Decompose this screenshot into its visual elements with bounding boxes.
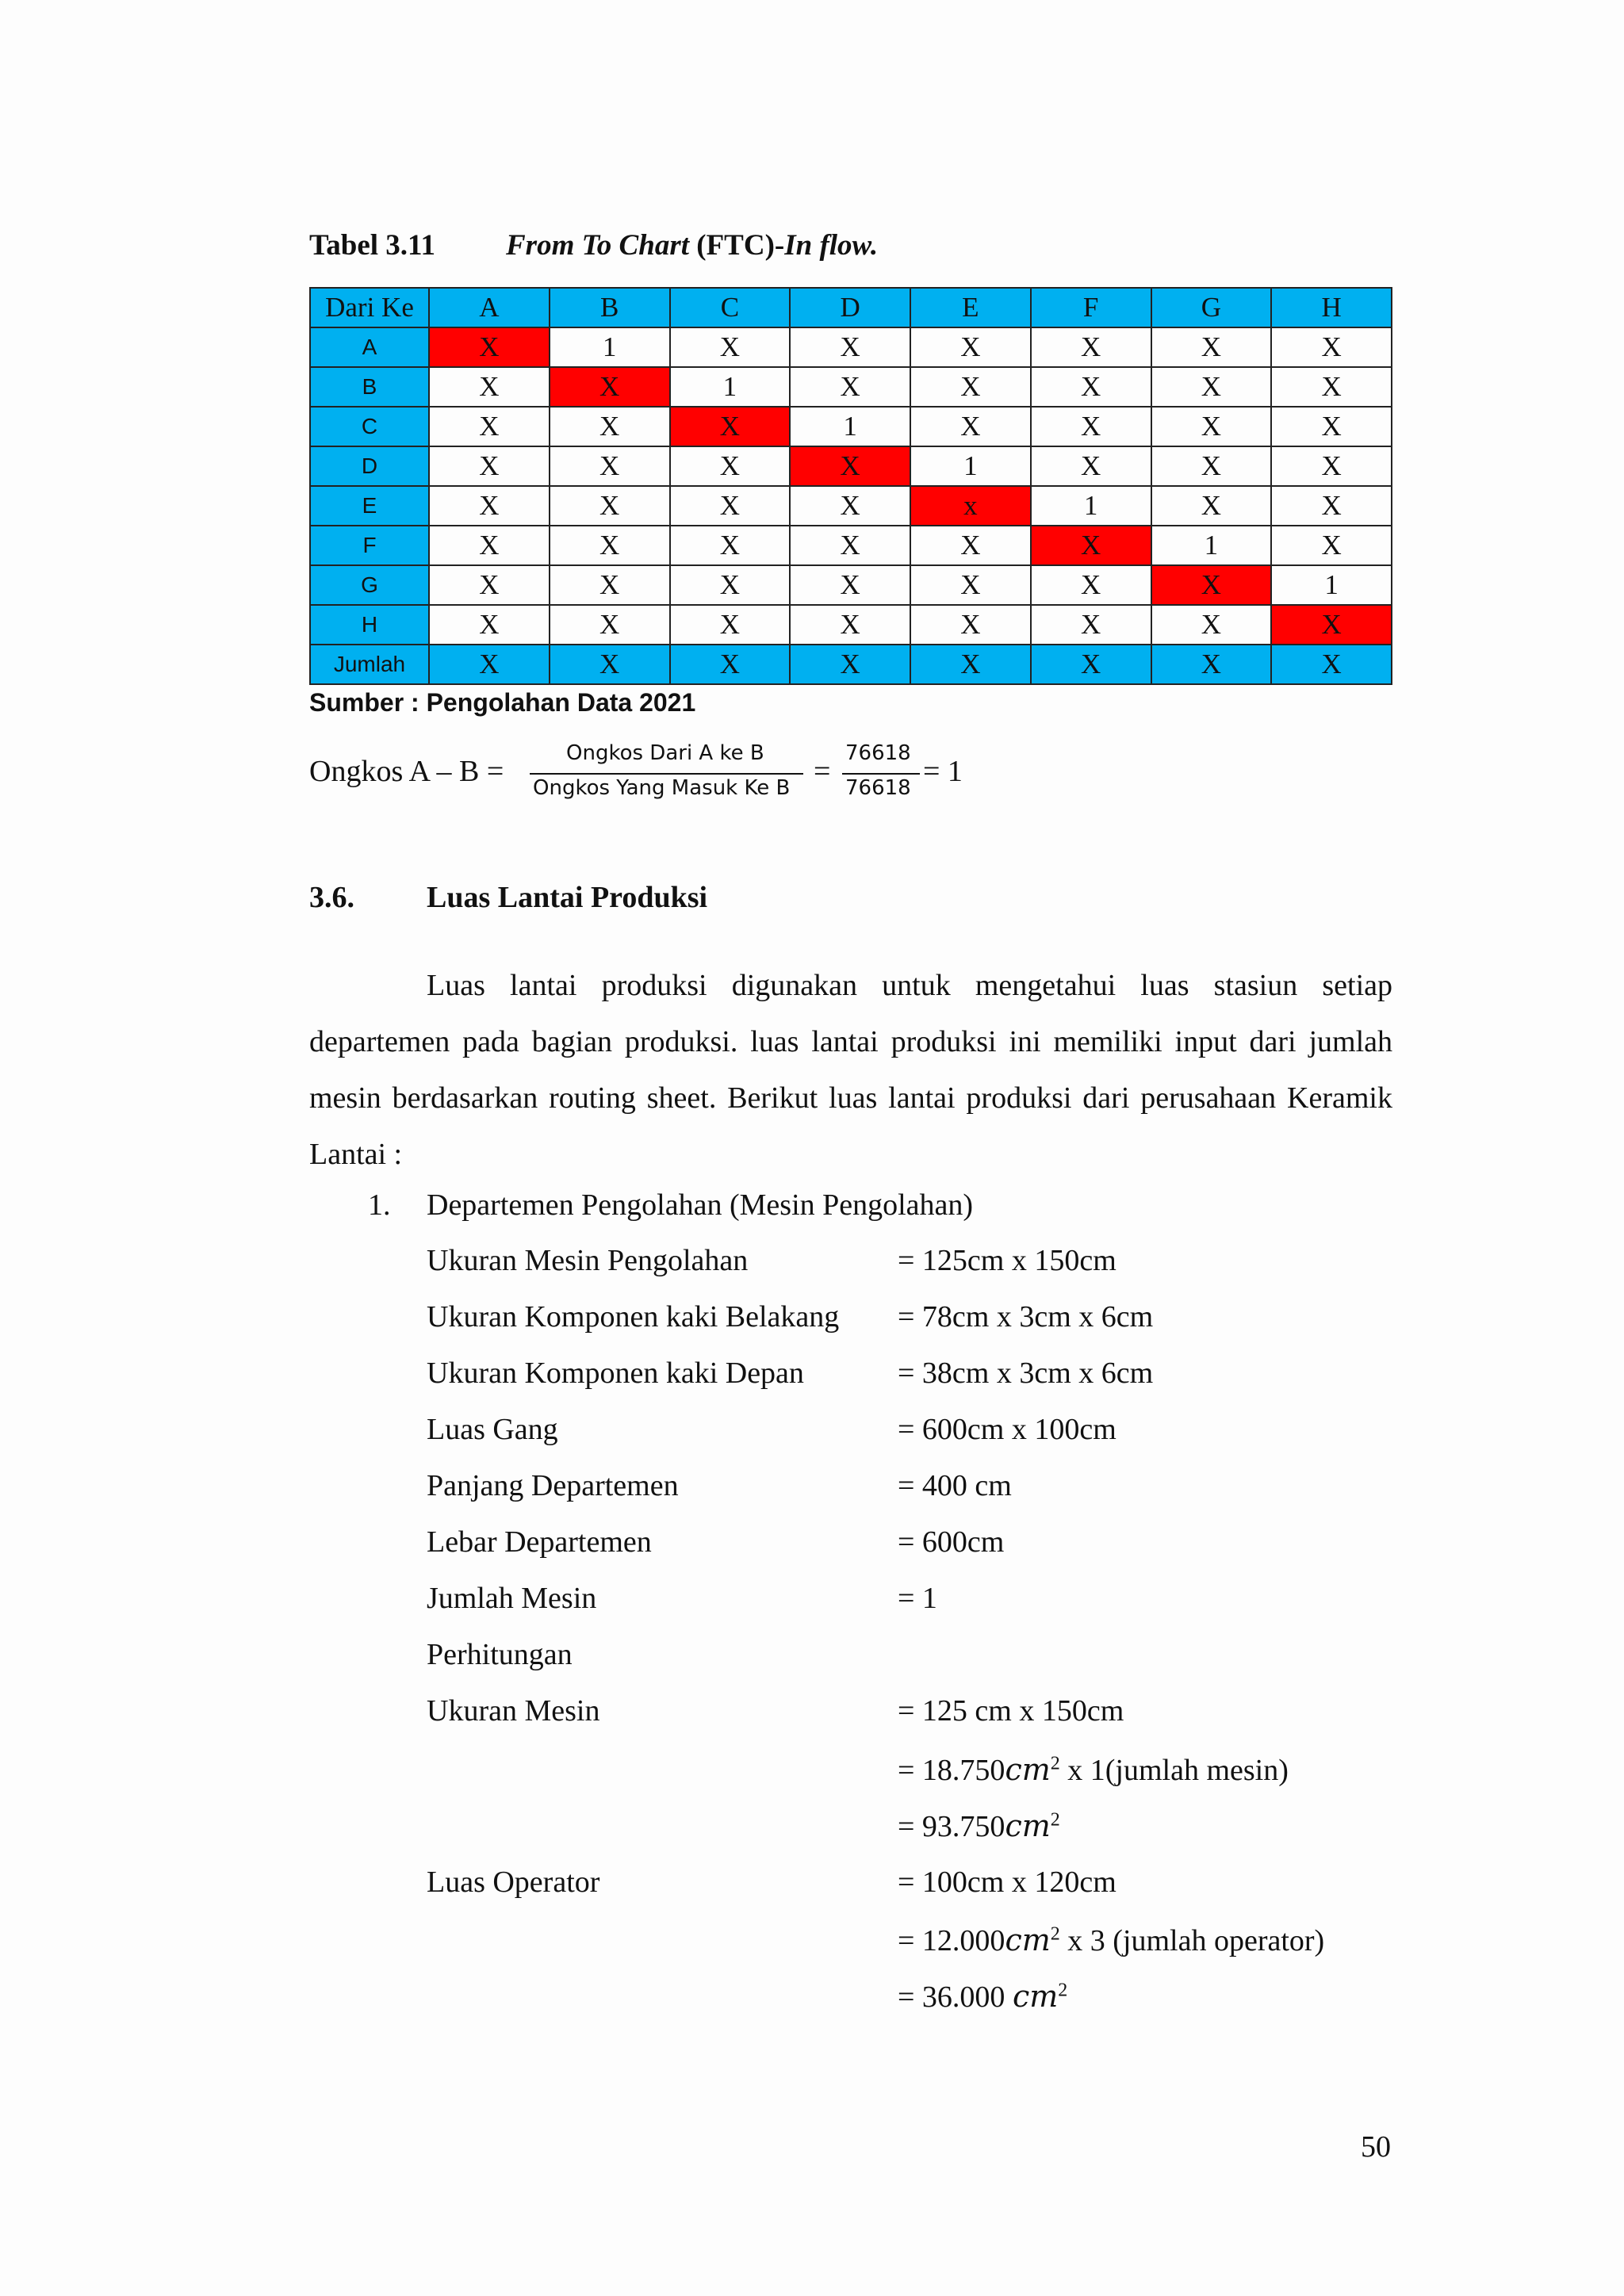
table-cell: X: [1151, 446, 1272, 486]
row-label: Ukuran Komponen kaki Depan: [427, 1357, 804, 1390]
formula-denominator-2: 76618: [845, 776, 911, 800]
total-row: [310, 645, 1392, 684]
table-cell: X: [1151, 605, 1272, 645]
formula-equals: =: [814, 755, 831, 788]
row-header-cell: F: [310, 526, 429, 565]
table-cell: X: [1271, 327, 1392, 367]
table-cell: X: [670, 605, 791, 645]
table-cell: X: [910, 327, 1031, 367]
table-cell: X: [670, 446, 791, 486]
table-cell: X: [790, 645, 910, 684]
row-value: = 38cm x 3cm x 6cm: [898, 1357, 1154, 1390]
table-cell: X: [550, 486, 670, 526]
section-heading: [309, 880, 707, 915]
page-number: 50: [1361, 2130, 1391, 2164]
table-row: [310, 565, 1392, 605]
table-cell: X: [790, 526, 910, 565]
row-header-cell: B: [310, 367, 429, 407]
table-cell: X: [790, 367, 910, 407]
table-cell: X: [1151, 327, 1272, 367]
row-value: = 1: [898, 1582, 937, 1615]
table-cell: X: [1031, 407, 1151, 446]
header-cell: H: [1271, 288, 1392, 327]
table-cell: X: [790, 446, 910, 486]
table-cell: X: [1151, 565, 1272, 605]
table-cell: X: [790, 327, 910, 367]
fraction-bar-1: [530, 773, 803, 775]
header-cell: B: [550, 288, 670, 327]
formula-result: = 1: [923, 755, 963, 788]
table-cell: X: [550, 565, 670, 605]
table-cell: X: [1271, 526, 1392, 565]
table-cell: X: [670, 526, 791, 565]
row-header-cell: Jumlah: [310, 645, 429, 684]
table-cell: X: [550, 446, 670, 486]
table-cell: X: [670, 486, 791, 526]
table-cell: X: [550, 605, 670, 645]
table-cell: X: [790, 565, 910, 605]
table-cell: X: [670, 407, 791, 446]
table-cell: X: [429, 605, 550, 645]
row-header-cell: G: [310, 565, 429, 605]
row-header-cell: H: [310, 605, 429, 645]
caption-title-italic: From To Chart: [506, 229, 689, 262]
row-label: Jumlah Mesin: [427, 1582, 597, 1615]
formula-numerator-1: Ongkos Dari A ke B: [566, 741, 764, 765]
table-cell: X: [1151, 367, 1272, 407]
table-cell: X: [1031, 605, 1151, 645]
table-cell: X: [790, 605, 910, 645]
header-corner-cell: Dari Ke: [310, 288, 429, 327]
row-value: = 78cm x 3cm x 6cm: [898, 1300, 1154, 1334]
operator-label: Luas Operator: [427, 1866, 600, 1899]
section-title: Luas Lantai Produksi: [427, 881, 708, 914]
table-cell: 1: [1031, 486, 1151, 526]
body-paragraph: Luas lantai produksi digunakan untuk mengetahui luas stasiun setiap departemen pada bagian produksi. luas lantai produksi ini memiliki input dari jumlah mesin berdasarkan routing sheet. Berikut luas lantai produksi dari perusahaan Keramik Lantai :: [309, 969, 1392, 1171]
table-cell: X: [1031, 645, 1151, 684]
row-value: = 600cm x 100cm: [898, 1413, 1116, 1446]
header-cell: C: [670, 288, 791, 327]
table-cell: X: [1271, 407, 1392, 446]
section-number: 3.6.: [309, 881, 354, 914]
table-row: [310, 605, 1392, 645]
row-label: Perhitungan: [427, 1638, 573, 1671]
table-cell: 1: [1151, 526, 1272, 565]
table-cell: X: [1271, 605, 1392, 645]
header-cell: D: [790, 288, 910, 327]
table-cell: X: [910, 367, 1031, 407]
row-header-cell: E: [310, 486, 429, 526]
from-to-chart-table: [309, 287, 1392, 685]
table-cell: X: [1271, 486, 1392, 526]
item-number: 1.: [368, 1188, 391, 1222]
table-cell: X: [1271, 645, 1392, 684]
table-cell: X: [1031, 367, 1151, 407]
table-cell: X: [429, 446, 550, 486]
table-cell: 1: [1271, 565, 1392, 605]
table-cell: 1: [670, 367, 791, 407]
table-cell: X: [1151, 407, 1272, 446]
table-cell: X: [910, 645, 1031, 684]
table-cell: X: [1031, 327, 1151, 367]
table-cell: X: [1151, 486, 1272, 526]
table-cell: X: [429, 526, 550, 565]
table-cell: X: [429, 367, 550, 407]
item-text: Departemen Pengolahan (Mesin Pengolahan): [427, 1188, 974, 1222]
table-header-row: [310, 288, 1392, 327]
numbered-item: [368, 1188, 973, 1223]
caption-number: Tabel 3.11: [309, 229, 436, 262]
row-header-cell: D: [310, 446, 429, 486]
formula-numerator-2: 76618: [845, 741, 911, 765]
table-cell: X: [550, 367, 670, 407]
row-value: = 125cm x 150cm: [898, 1244, 1116, 1277]
table-cell: 1: [790, 407, 910, 446]
table-cell: X: [429, 407, 550, 446]
row-label: Lebar Departemen: [427, 1525, 652, 1559]
table-cell: X: [429, 645, 550, 684]
table-cell: X: [670, 565, 791, 605]
table-cell: X: [670, 327, 791, 367]
table-row: [310, 327, 1392, 367]
row-header-cell: A: [310, 327, 429, 367]
table-cell: X: [790, 486, 910, 526]
fraction-bar-2: [842, 773, 920, 775]
table-cell: X: [550, 526, 670, 565]
row-value: = 400 cm: [898, 1469, 1012, 1502]
header-cell: G: [1151, 288, 1272, 327]
table-cell: X: [1271, 367, 1392, 407]
row-label: Ukuran Komponen kaki Belakang: [427, 1300, 840, 1334]
table-source: Sumber : Pengolahan Data 2021: [309, 688, 696, 717]
header-cell: E: [910, 288, 1031, 327]
table-cell: X: [550, 645, 670, 684]
caption-title-rest: (FTC)-: [689, 229, 785, 262]
table-cell: X: [1031, 526, 1151, 565]
header-cell: A: [429, 288, 550, 327]
table-cell: X: [1031, 446, 1151, 486]
operator-dim-value: = 100cm x 120cm: [898, 1866, 1116, 1899]
table-row: [310, 407, 1392, 446]
row-header-cell: C: [310, 407, 429, 446]
table-cell: X: [1271, 446, 1392, 486]
formula-lhs: Ongkos A – B =: [309, 755, 504, 788]
formula-denominator-1: Ongkos Yang Masuk Ke B: [533, 776, 791, 800]
row-label: Ukuran Mesin Pengolahan: [427, 1244, 749, 1277]
table-row: [310, 526, 1392, 565]
row-value: = 600cm: [898, 1525, 1005, 1559]
document-page: Tabel 3.11 From To Chart (FTC)-In flow. Dari Ke A B C D E F G H A X 1 X X X X X X B X X 1 X X X X X C X X X 1 X X X X D X X X X 1 X X X E X X X X x 1 X X F X X X X X X 1 X G X X X X X X X 1 H X X X X X X X X Jumlah X X X X X X X X Sumber : Pengolahan Data 2021 Ongkos A – B = Ongkos Dari A ke B Ongkos Yang Masuk Ke B = 76618 76618 = 1 3.6. Luas Lantai Produksi Luas lantai produksi digunakan untuk mengetahui luas stasiun setiap departemen pada bagian produksi. luas lantai produksi ini memiliki input dari jumlah mesin berdasarkan routing sheet. Berikut luas lantai produksi dari perusahaan Keramik Lantai : 1. Departemen Pengolahan (Mesin Pengolahan) Ukuran Mesin Pengolahan = 125cm x 150cm Ukuran Komponen kaki Belakang = 78cm x 3cm x 6cm Ukuran Komponen kaki Depan = 38cm x 3cm x 6cm Luas Gang = 600cm x 100cm Panjang Departemen = 400 cm Lebar Departemen = 600cm Jumlah Mesin = 1 Perhitungan Ukuran Mesin = 125 cm x 150cm = $18.750cm^2$ x 1(jumlah mesin) = $93.750cm^2$ Luas Operator = 100cm x 120cm = $12.000cm^2$ x 3 (jumlah operator) = 36.000 $cm^2$ 50: [309, 229, 1392, 2164]
table-row: [310, 367, 1392, 407]
table-cell: X: [429, 327, 550, 367]
table-cell: X: [910, 605, 1031, 645]
table-caption: [309, 228, 878, 262]
header-cell: F: [1031, 288, 1151, 327]
table-cell: X: [910, 407, 1031, 446]
table-cell: X: [1151, 645, 1272, 684]
row-label: Panjang Departemen: [427, 1469, 679, 1502]
row-value: = 125 cm x 150cm: [898, 1694, 1124, 1728]
row-label: Luas Gang: [427, 1413, 558, 1446]
table-cell: X: [910, 526, 1031, 565]
table-cell: X: [550, 407, 670, 446]
row-label: Ukuran Mesin: [427, 1694, 600, 1728]
table-row: [310, 486, 1392, 526]
table-cell: X: [429, 565, 550, 605]
table-cell: X: [429, 486, 550, 526]
table-cell: 1: [550, 327, 670, 367]
table-cell: X: [910, 565, 1031, 605]
table-cell: 1: [910, 446, 1031, 486]
caption-title-italic-2: In flow.: [784, 229, 879, 262]
table-cell: x: [910, 486, 1031, 526]
table-cell: X: [1031, 565, 1151, 605]
table-row: [310, 446, 1392, 486]
table-cell: X: [670, 645, 791, 684]
